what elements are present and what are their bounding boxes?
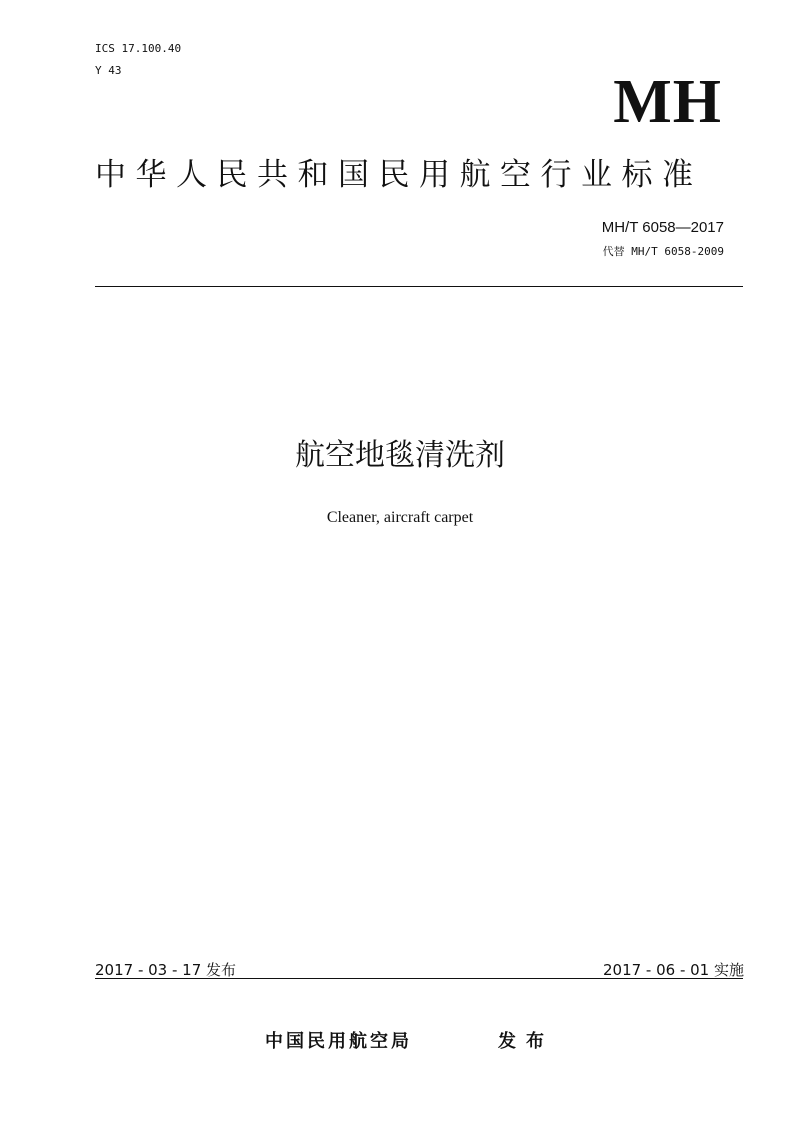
publisher-name: 中国民用航空局: [265, 1031, 412, 1052]
footer-divider: [95, 978, 743, 979]
standard-type-title: 中华人民共和国民用航空行业标准: [95, 157, 703, 193]
standard-number: MH/T 6058—2017: [601, 219, 724, 236]
document-title-cn: 航空地毯清洗剂: [295, 438, 505, 473]
header-divider: [95, 286, 743, 287]
publish-label: 发布: [498, 1031, 554, 1052]
standard-logo: MH: [613, 68, 722, 136]
replaces-note: 代替 MH/T 6058-2009: [602, 245, 724, 258]
ccs-code: Y 43: [95, 64, 122, 77]
ics-code: ICS 17.100.40: [95, 42, 182, 55]
issue-date: 2017 - 03 - 17 发布: [95, 961, 237, 979]
implementation-date: 2017 - 06 - 01 实施: [602, 961, 744, 979]
document-title-en: Cleaner, aircraft carpet: [326, 509, 474, 526]
